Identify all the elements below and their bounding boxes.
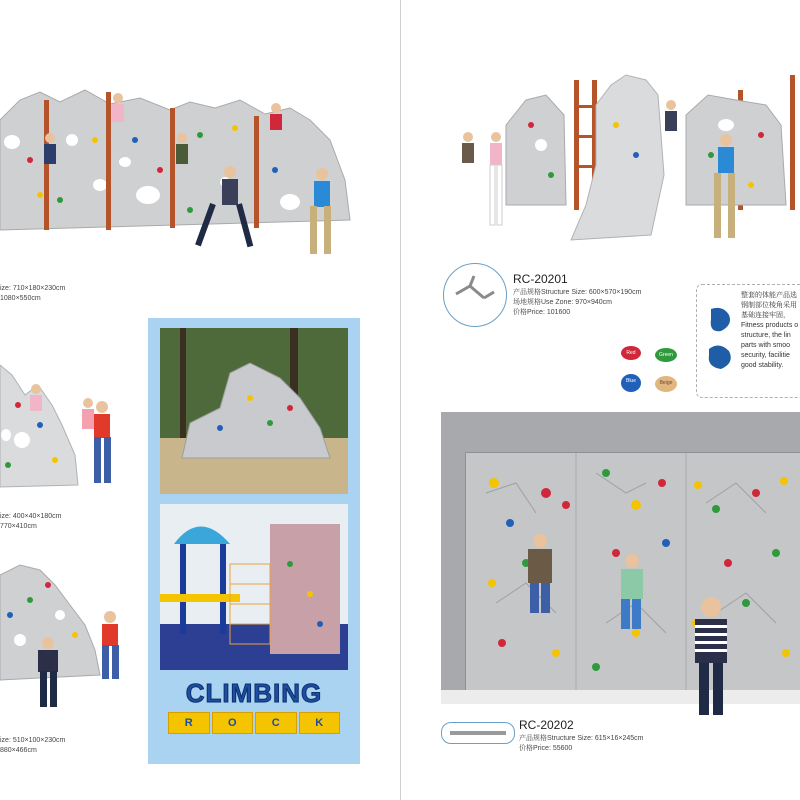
spec-line: 产品规格Structure Size: 615×16×245cm xyxy=(519,735,644,742)
boy-figure xyxy=(681,595,741,725)
product-a-code: RC-20201 xyxy=(513,272,568,286)
product-a-illustration xyxy=(446,65,800,255)
spec-line: ize: 400×40×180cm xyxy=(0,513,62,520)
rock-letter-tile: C xyxy=(255,712,297,734)
product-2-spec xyxy=(0,512,62,532)
info-line: 基础连接牢固， xyxy=(741,312,790,319)
product-b-code: RC-20202 xyxy=(519,718,574,732)
product-a-layout-diagram xyxy=(443,263,507,327)
hold-badge-red: Red xyxy=(621,346,641,360)
product-1-illustration xyxy=(0,80,360,265)
rock-letter-tile: K xyxy=(299,712,341,734)
product-3-spec xyxy=(0,736,65,756)
product-2-illustration xyxy=(0,345,140,495)
spec-line: 产品规格Structure Size: 600×570×190cm xyxy=(513,289,642,296)
info-line: security, facilitie xyxy=(741,352,790,359)
hold-badge-green: Green xyxy=(655,348,677,362)
hold-badge-beige: Beige xyxy=(655,376,677,392)
spec-line: 价格Price: 101600 xyxy=(513,309,571,316)
product-1-spec xyxy=(0,284,65,304)
product-a-spec xyxy=(513,288,641,318)
climbing-wall-board xyxy=(465,452,800,692)
spec-line: ize: 510×100×230cm xyxy=(0,737,66,744)
product-info-box xyxy=(696,284,800,398)
spec-line: ize: 710×180×230cm xyxy=(0,285,66,292)
info-line: 整套的体能产品选 xyxy=(741,292,797,299)
hold-shape-icon xyxy=(705,305,735,375)
product-b-photo xyxy=(441,412,800,694)
rock-letter-tile: R xyxy=(168,712,210,734)
info-line: good stability. xyxy=(741,362,784,369)
panel-title: CLIMBING xyxy=(185,678,323,708)
info-line: 钢制部位棱角采用 xyxy=(741,302,797,309)
info-line: structure, the lin xyxy=(741,332,791,339)
info-line: parts with smoo xyxy=(741,342,791,349)
floor xyxy=(441,690,800,704)
spec-line: 价格Price: 55600 xyxy=(519,745,573,752)
rock-letter-tile: O xyxy=(212,712,254,734)
spec-line: 1080×550cm xyxy=(0,295,41,302)
spec-line: 770×410cm xyxy=(0,523,37,530)
info-text xyxy=(741,291,798,371)
spec-line: 880×466cm xyxy=(0,747,37,754)
playground-photo xyxy=(160,504,348,670)
hold-badge-blue: Blue xyxy=(621,374,641,392)
product-b-layout-diagram xyxy=(441,722,515,744)
product-3-illustration xyxy=(0,555,145,715)
right-page xyxy=(401,0,800,800)
product-b-spec xyxy=(519,734,644,754)
info-line: Fitness products o xyxy=(741,322,799,329)
spec-line: 场地规格Use Zone: 970×940cm xyxy=(513,299,613,306)
rock-letter-row xyxy=(168,712,340,734)
outdoor-photo xyxy=(160,328,348,494)
climbing-rock-panel xyxy=(148,318,360,764)
